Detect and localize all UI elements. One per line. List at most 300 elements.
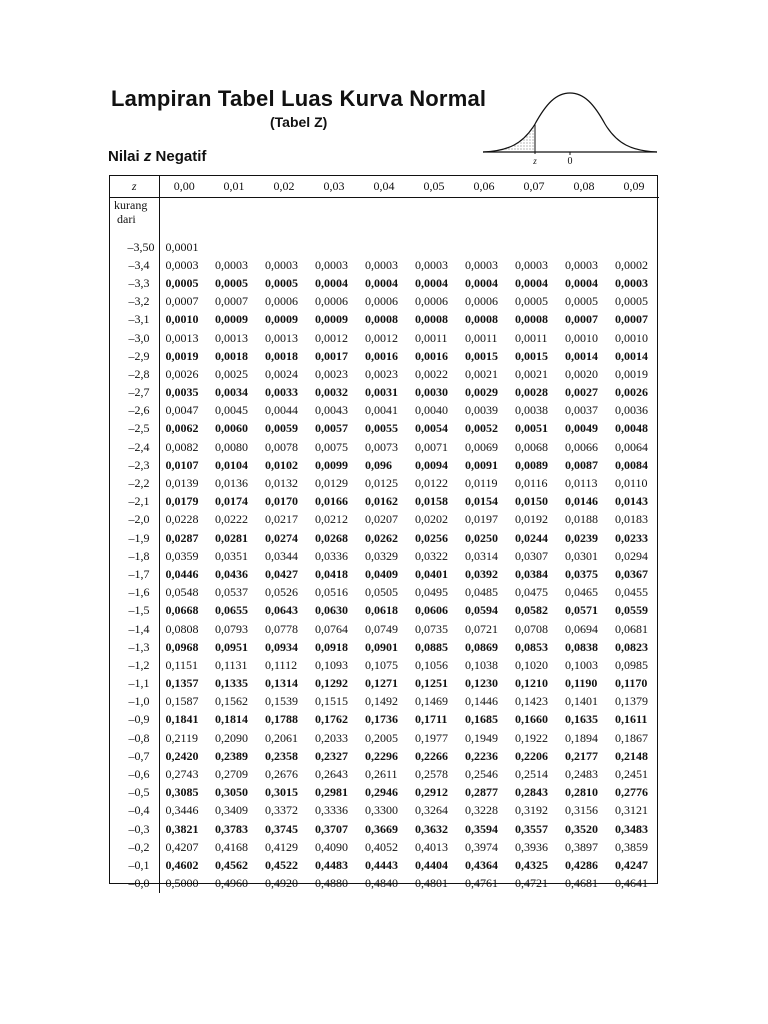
- table-cell: 0,0013: [265, 330, 298, 345]
- table-cell: 0,0013: [215, 330, 248, 345]
- table-cell: 0,0005: [565, 294, 598, 309]
- table-cell: 0,1446: [465, 694, 498, 709]
- z-value-cell: –3,50: [110, 238, 159, 256]
- table-row: [110, 456, 659, 474]
- table-cell: 0,1562: [215, 694, 248, 709]
- table-cell: 0,1112: [265, 657, 298, 672]
- table-cell: 0,0708: [515, 621, 548, 636]
- table-cell: 0,0222: [215, 512, 248, 527]
- table-cell: 0,0006: [415, 294, 448, 309]
- table-row: [110, 729, 659, 747]
- table-cell: 0,0162: [365, 494, 398, 509]
- table-cell: 0,1977: [415, 730, 448, 745]
- table-cell: 0,0021: [465, 366, 498, 381]
- table-cell: 0,0694: [565, 621, 598, 636]
- table-cell: 0,1660: [515, 712, 548, 727]
- table-cell: 0,2005: [365, 730, 398, 745]
- table-cell: 0,4325: [515, 857, 548, 872]
- table-cell: 0,0436: [215, 566, 248, 581]
- table-cell: 0,0008: [365, 312, 398, 327]
- table-row: [110, 547, 659, 565]
- table-cell: 0,2611: [365, 767, 398, 782]
- table-cell: 0,4364: [465, 857, 498, 872]
- table-cell: 0,3409: [215, 803, 248, 818]
- table-cell: 0,0007: [615, 312, 648, 327]
- section-suffix: Negatif: [151, 148, 207, 165]
- column-header: 0,00: [159, 176, 209, 198]
- table-cell: 0,0039: [465, 403, 498, 418]
- table-cell: 0,0007: [565, 312, 598, 327]
- z-value-cell: –2,8: [110, 365, 159, 383]
- table-cell: 0,3121: [615, 803, 648, 818]
- table-cell: 0,0537: [215, 585, 248, 600]
- table-cell: 0,0031: [365, 385, 398, 400]
- z-value-cell: –3,1: [110, 311, 159, 329]
- table-cell: 0,0003: [515, 257, 548, 272]
- table-cell: 0,2358: [265, 748, 298, 763]
- table-cell: 0,0150: [515, 494, 548, 509]
- table-cell: 0,1469: [415, 694, 448, 709]
- table-row: [110, 693, 659, 711]
- table-cell: 0,0003: [415, 257, 448, 272]
- table-cell: 0,0094: [415, 457, 448, 472]
- table-cell: 0,0049: [565, 421, 598, 436]
- z-value-cell: –0,7: [110, 747, 159, 765]
- table-cell: 0,0668: [165, 603, 199, 618]
- table-row: [110, 802, 659, 820]
- table-cell: 0,0057: [315, 421, 348, 436]
- table-cell: 0,4052: [365, 839, 398, 854]
- table-cell: 0,0018: [265, 348, 298, 363]
- table-cell: 0,3085: [165, 785, 199, 800]
- table-cell: 0,2578: [415, 767, 448, 782]
- table-body: [110, 198, 659, 893]
- column-header: 0,08: [559, 176, 609, 198]
- table-cell: 0,0009: [315, 312, 348, 327]
- z-value-cell: –2,6: [110, 402, 159, 420]
- table-cell: 0,0015: [465, 348, 498, 363]
- table-cell: 0,0505: [365, 585, 398, 600]
- table-cell: 0,2148: [615, 748, 648, 763]
- table-cell: 0,4129: [265, 839, 298, 854]
- table-cell: 0,0008: [515, 312, 548, 327]
- table-row: [110, 784, 659, 802]
- table-cell: 0,3936: [515, 839, 548, 854]
- table-cell: 0,4801: [415, 876, 448, 891]
- table-cell: 0,1492: [365, 694, 398, 709]
- table-cell: 0,0314: [465, 548, 498, 563]
- table-cell: 0,1762: [315, 712, 348, 727]
- table-cell: 0,0116: [515, 476, 548, 491]
- table-cell: 0,0274: [265, 530, 298, 545]
- table-cell: 0,0132: [265, 476, 298, 491]
- table-cell: 0,0110: [615, 476, 648, 491]
- table-cell: 0,0256: [415, 530, 448, 545]
- table-cell: 0,0465: [565, 585, 598, 600]
- table-cell: 0,0262: [365, 530, 398, 545]
- table-row: [110, 820, 659, 838]
- table-cell: 0,0122: [415, 476, 448, 491]
- table-cell: 0,0054: [415, 421, 448, 436]
- table-cell: 0,0250: [465, 530, 498, 545]
- table-cell: 0,1075: [365, 657, 398, 672]
- table-cell: 0,1003: [565, 657, 598, 672]
- table-cell: 0,0003: [265, 257, 298, 272]
- table-cell: 0,0075: [315, 439, 348, 454]
- table-cell: 0,0036: [615, 403, 648, 418]
- table-cell: 0,0091: [465, 457, 498, 472]
- table-cell: 0,2709: [215, 767, 248, 782]
- table-cell: 0,0040: [415, 403, 448, 418]
- z-value-cell: –2,5: [110, 420, 159, 438]
- table-cell: 0,0630: [315, 603, 348, 618]
- table-cell: 0,0015: [515, 348, 548, 363]
- table-cell: 0,0559: [615, 603, 648, 618]
- table-cell: 0,0188: [565, 512, 598, 527]
- table-cell: 0,0107: [165, 457, 199, 472]
- table-cell: 0,0018: [215, 348, 248, 363]
- table-cell: 0,0446: [165, 566, 199, 581]
- table-cell: 0,0918: [315, 639, 348, 654]
- table-cell: 0,0010: [165, 312, 199, 327]
- table-cell: 0,1401: [565, 694, 598, 709]
- table-cell: 0,0228: [165, 512, 199, 527]
- table-cell: 0,3745: [265, 821, 298, 836]
- z-value-cell: –0,9: [110, 711, 159, 729]
- table-cell: 0,0007: [165, 294, 199, 309]
- table-cell: 0,0087: [565, 457, 598, 472]
- table-cell: 0,0045: [215, 403, 248, 418]
- table-cell: 0,0571: [565, 603, 598, 618]
- table-cell: 0,0336: [315, 548, 348, 563]
- table-cell: 0,0006: [315, 294, 348, 309]
- z-value-cell: –2,3: [110, 456, 159, 474]
- table-cell: 0,4840: [365, 876, 398, 891]
- z-value-cell: –0,0: [110, 875, 159, 893]
- table-row-first: [110, 198, 659, 239]
- table-row: [110, 311, 659, 329]
- table-cell: 0,0026: [615, 385, 648, 400]
- table-cell: 0,0027: [565, 385, 598, 400]
- table-cell: 0,2643: [315, 767, 348, 782]
- table-cell: 0,1635: [565, 712, 598, 727]
- table-cell: 0,3897: [565, 839, 598, 854]
- table-cell: 0,0009: [215, 312, 248, 327]
- table-cell: 0,3156: [565, 803, 598, 818]
- table-cell: 0,2389: [215, 748, 248, 763]
- table-cell: 0,0721: [465, 621, 498, 636]
- page-subtitle: (Tabel Z): [270, 114, 328, 130]
- table-cell: 0,0008: [465, 312, 498, 327]
- table-cell: 0,0968: [165, 639, 199, 654]
- table-cell: 0,2296: [365, 748, 398, 763]
- table-cell: 0,0136: [215, 476, 248, 491]
- table-cell: 0,0192: [515, 512, 548, 527]
- table-cell: 0,0287: [165, 530, 199, 545]
- table-cell: 0,0102: [265, 457, 298, 472]
- table-cell: 0,3446: [165, 803, 199, 818]
- table-cell: 0,1515: [315, 694, 348, 709]
- table-cell: 0,0409: [365, 566, 398, 581]
- table-cell: 0,1335: [215, 676, 248, 691]
- table-cell: 0,0344: [265, 548, 298, 563]
- table-cell: 0,0005: [265, 275, 298, 290]
- table-cell: 0,0582: [515, 603, 548, 618]
- table-cell: 0,0548: [165, 585, 199, 600]
- table-cell: 0,0006: [265, 294, 298, 309]
- table-cell: 0,0066: [565, 439, 598, 454]
- table-cell: 0,0392: [465, 566, 498, 581]
- table-cell: 0,1093: [315, 657, 348, 672]
- z-value-cell: –1,4: [110, 620, 159, 638]
- z-value-cell: –3,3: [110, 274, 159, 292]
- table-cell: 0,0004: [365, 275, 398, 290]
- table-cell: 0,3557: [515, 821, 548, 836]
- z-value-cell: –1,7: [110, 565, 159, 583]
- table-cell: 0,4247: [615, 857, 648, 872]
- table-cell: 0,0011: [465, 330, 498, 345]
- table-cell: 0,0268: [315, 530, 348, 545]
- table-row: [110, 711, 659, 729]
- table-cell: 0,0023: [315, 366, 348, 381]
- table-cell: 0,0985: [615, 657, 648, 672]
- table-cell: 0,2676: [265, 767, 298, 782]
- zero-tick-label: 0: [567, 156, 573, 167]
- table-cell: 0,0003: [565, 257, 598, 272]
- table-cell: 0,2061: [265, 730, 298, 745]
- table-cell: 0,1056: [415, 657, 448, 672]
- table-cell: 0,0154: [465, 494, 498, 509]
- table-cell: 0,3483: [615, 821, 648, 836]
- z-value-cell: –1,5: [110, 602, 159, 620]
- table-cell: 0,0010: [565, 330, 598, 345]
- table-cell: 0,0322: [415, 548, 448, 563]
- table-row: [110, 438, 659, 456]
- table-row: [110, 875, 659, 893]
- table-cell: 0,2327: [315, 748, 348, 763]
- table-cell: 0,096: [365, 457, 392, 472]
- table-cell: 0,2810: [565, 785, 598, 800]
- table-cell: 0,4880: [315, 876, 348, 891]
- table-cell: 0,1788: [265, 712, 298, 727]
- table-cell: 0,0006: [365, 294, 398, 309]
- table-cell: 0,0051: [515, 421, 548, 436]
- table-cell: 0,0281: [215, 530, 248, 545]
- z-value-cell: –0,1: [110, 856, 159, 874]
- table-cell: 0,0823: [615, 639, 648, 654]
- table-cell: 0,0455: [615, 585, 648, 600]
- table-cell: 0,3974: [465, 839, 498, 854]
- normal-curve-illustration: [478, 88, 658, 168]
- z-value-cell: –2,0: [110, 511, 159, 529]
- table-cell: 0,1922: [515, 730, 548, 745]
- table-cell: 0,2483: [565, 767, 598, 782]
- table-cell: 0,1292: [315, 676, 348, 691]
- dari-label: dari: [117, 212, 136, 226]
- table-cell: 0,0084: [615, 457, 648, 472]
- z-value-cell: –2,4: [110, 438, 159, 456]
- table-cell: 0,0158: [415, 494, 448, 509]
- table-cell: 0,1190: [565, 676, 598, 691]
- table-cell: 0,0055: [365, 421, 398, 436]
- table-cell: 0,3520: [565, 821, 598, 836]
- table-row: [110, 293, 659, 311]
- table-cell: 0,0681: [615, 621, 648, 636]
- table-cell: 0,1357: [165, 676, 199, 691]
- table-cell: 0,0030: [415, 385, 448, 400]
- table-cell: 0,3015: [265, 785, 298, 800]
- table-cell: 0,4920: [265, 876, 298, 891]
- table-cell: 0,0401: [415, 566, 448, 581]
- table-cell: 0,0239: [565, 530, 598, 545]
- table-cell: 0,0006: [465, 294, 498, 309]
- table-cell: 0,1867: [615, 730, 648, 745]
- table-cell: 0,0808: [165, 621, 199, 636]
- table-cell: 0,2177: [565, 748, 598, 763]
- table-cell: 0,4761: [465, 876, 498, 891]
- z-value-cell: –1,2: [110, 656, 159, 674]
- table-cell: 0,3192: [515, 803, 548, 818]
- table-cell: 0,2877: [465, 785, 498, 800]
- table-cell: 0,3300: [365, 803, 398, 818]
- table-cell: 0,1894: [565, 730, 598, 745]
- table-row: [110, 584, 659, 602]
- table-row: [110, 365, 659, 383]
- z-value-cell: –1,1: [110, 675, 159, 693]
- table-cell: 0,2420: [165, 748, 199, 763]
- z-value-cell: –2,7: [110, 384, 159, 402]
- row-label-kurang-dari: [110, 198, 159, 239]
- z-value-cell: –0,2: [110, 838, 159, 856]
- table-cell: 0,3594: [465, 821, 498, 836]
- table-cell: 0,1587: [165, 694, 199, 709]
- table-cell: 0,0002: [615, 257, 648, 272]
- z-value-cell: –3,2: [110, 293, 159, 311]
- table-cell: 0,0044: [265, 403, 298, 418]
- table-row: [110, 347, 659, 365]
- table-cell: 0,2119: [165, 730, 199, 745]
- table-cell: 0,0384: [515, 566, 548, 581]
- table-cell: 0,0089: [515, 457, 548, 472]
- table-cell: 0,0003: [465, 257, 498, 272]
- table-cell: 0,0023: [365, 366, 398, 381]
- table-cell: 0,0526: [265, 585, 298, 600]
- table-row: [110, 329, 659, 347]
- table-cell: 0,0025: [215, 366, 248, 381]
- table-cell: 0,0019: [165, 348, 199, 363]
- table-cell: 0,3707: [315, 821, 348, 836]
- table-row: [110, 675, 659, 693]
- table-cell: 0,4681: [565, 876, 598, 891]
- table-cell: 0,1020: [515, 657, 548, 672]
- table-cell: 0,5000: [165, 876, 199, 891]
- z-value-cell: –2,2: [110, 474, 159, 492]
- table-cell: 0,0060: [215, 421, 248, 436]
- table-cell: 0,1539: [265, 694, 298, 709]
- table-cell: 0,0143: [615, 494, 648, 509]
- table-cell: 0,3783: [215, 821, 248, 836]
- table-row: [110, 474, 659, 492]
- table-cell: 0,1271: [365, 676, 398, 691]
- table-cell: 0,0035: [165, 385, 199, 400]
- page-title: Lampiran Tabel Luas Kurva Normal: [111, 86, 487, 111]
- table-cell: 0,2912: [415, 785, 448, 800]
- table-cell: 0,0951: [215, 639, 248, 654]
- z-value-cell: –0,8: [110, 729, 159, 747]
- table-cell: 0,0059: [265, 421, 298, 436]
- table-cell: 0,0233: [615, 530, 648, 545]
- header-row: [110, 176, 659, 198]
- table-cell: 0,2843: [515, 785, 548, 800]
- table-cell: 0,0351: [215, 548, 248, 563]
- table-cell: 0,0359: [165, 548, 199, 563]
- table-cell: 0,0244: [515, 530, 548, 545]
- table-cell: 0,0071: [415, 439, 448, 454]
- table-cell: 0,0129: [315, 476, 348, 491]
- table-cell: 0,1230: [465, 676, 498, 691]
- table-cell: 0,3632: [415, 821, 448, 836]
- table-row: [110, 638, 659, 656]
- table-cell: 0,2090: [215, 730, 248, 745]
- table-cell: 0,0041: [365, 403, 398, 418]
- table-cell: 0,3669: [365, 821, 398, 836]
- table-cell: 0,2033: [315, 730, 348, 745]
- table-cell: 0,0011: [415, 330, 448, 345]
- table-cell: 0,0073: [365, 439, 398, 454]
- table-cell: 0,0037: [565, 403, 598, 418]
- table-cell: 0,0307: [515, 548, 548, 563]
- table-cell: 0,0052: [465, 421, 498, 436]
- table-cell: 0,0004: [415, 275, 448, 290]
- table-cell: 0,0038: [515, 403, 548, 418]
- z-value-cell: –0,3: [110, 820, 159, 838]
- table-cell: 0,0869: [465, 639, 498, 654]
- table-cell: 0,0099: [315, 457, 348, 472]
- table-cell: 0,0016: [365, 348, 398, 363]
- z-value-cell: –1,6: [110, 584, 159, 602]
- table-cell: 0,4721: [515, 876, 548, 891]
- table-cell: 0,0778: [265, 621, 298, 636]
- table-cell: 0,0033: [265, 385, 298, 400]
- table-cell: 0,0016: [415, 348, 448, 363]
- table-cell: 0,0202: [415, 512, 448, 527]
- table-row-350: [110, 238, 659, 256]
- table-row: [110, 656, 659, 674]
- table-cell: 0,0005: [615, 294, 648, 309]
- table-cell: 0,0170: [265, 494, 298, 509]
- table-cell: 0,0901: [365, 639, 398, 654]
- table-cell: 0,0207: [365, 512, 398, 527]
- table-cell: 0,0064: [615, 439, 648, 454]
- kurang-label: kurang: [114, 198, 148, 212]
- table-cell: 0,0007: [215, 294, 248, 309]
- table-cell: 0,0048: [615, 421, 648, 436]
- table-cell: 0,4013: [415, 839, 448, 854]
- table-cell: 0,0139: [165, 476, 199, 491]
- z-value-cell: –3,0: [110, 329, 159, 347]
- column-header: 0,02: [259, 176, 309, 198]
- table-cell: 0,4522: [265, 857, 298, 872]
- table-cell: 0,1685: [465, 712, 498, 727]
- table-cell: 0,0003: [615, 275, 648, 290]
- table-cell: 0,1379: [615, 694, 648, 709]
- table-cell: 0,0020: [565, 366, 598, 381]
- table-cell: 0,0179: [165, 494, 199, 509]
- table-cell: 0,1210: [515, 676, 548, 691]
- table-cell: 0,2981: [315, 785, 348, 800]
- table-cell: 0,0008: [415, 312, 448, 327]
- table-cell: 0,0294: [615, 548, 648, 563]
